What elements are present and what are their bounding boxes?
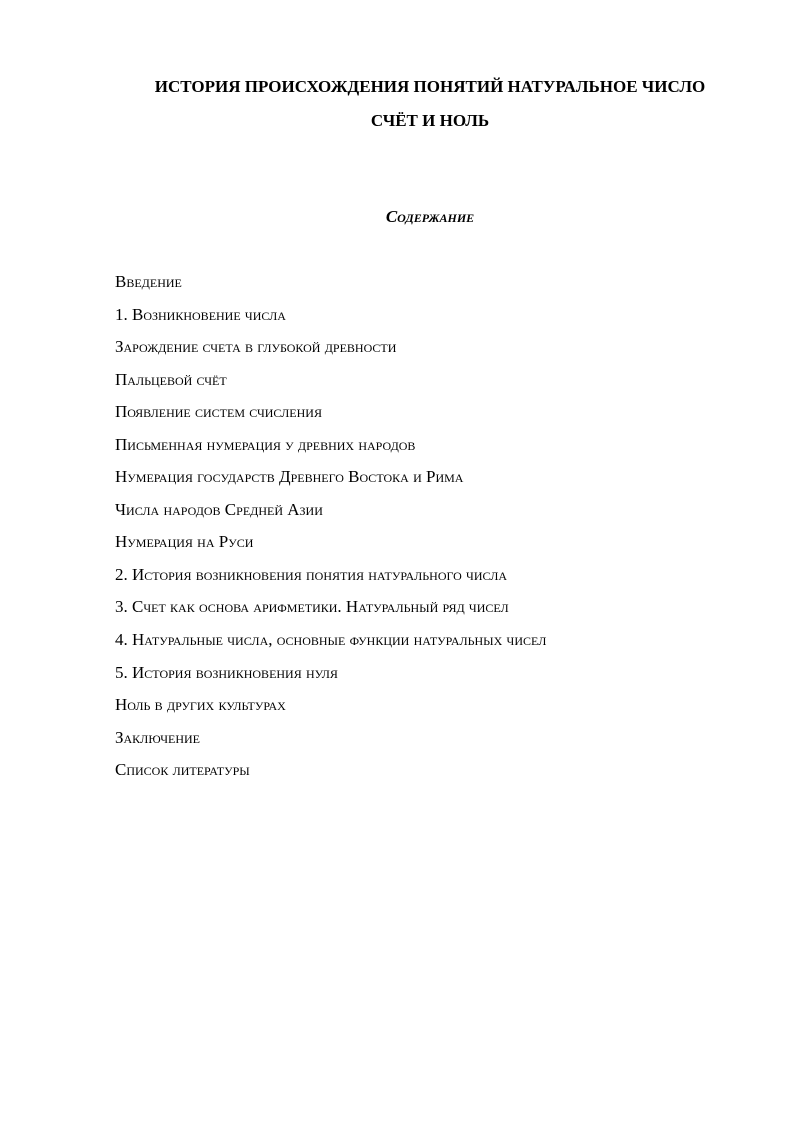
toc-item: Нумерация на Руси [115,532,254,552]
toc-item: Письменная нумерация у древних народов [115,434,416,454]
toc-item: 5. История возникновения нуля [115,662,338,682]
table-of-contents [115,271,755,792]
toc-item: Список литературы [115,760,250,780]
toc-item: 1. Возникновение числа [115,304,286,324]
document-title-line-1: ИСТОРИЯ ПРОИСХОЖДЕНИЯ ПОНЯТИЙ НАТУРАЛЬНОЕ ЧИСЛО [154,77,706,96]
toc-item: 4. Натуральные числа, основные функции натуральных чисел [115,630,547,650]
toc-item: Числа народов Средней Азии [115,499,323,519]
document-title-line-2: СЧЁТ И НОЛЬ [370,111,490,130]
toc-item: Появление систем счисления [115,402,322,422]
toc-item: Пальцевой счёт [115,369,227,389]
toc-heading: Содержание [385,207,475,226]
toc-item: 3. Счет как основа арифметики. Натуральный ряд чисел [115,597,509,617]
toc-item: Заключение [115,727,200,747]
toc-item: Зарождение счета в глубокой древности [115,337,397,357]
toc-item: Введение [115,272,182,291]
toc-item: Нумерация государств Древнего Востока и Рима [115,467,464,487]
toc-item: 2. История возникновения понятия натурального числа [115,564,508,584]
toc-item: Ноль в других культурах [115,695,286,715]
